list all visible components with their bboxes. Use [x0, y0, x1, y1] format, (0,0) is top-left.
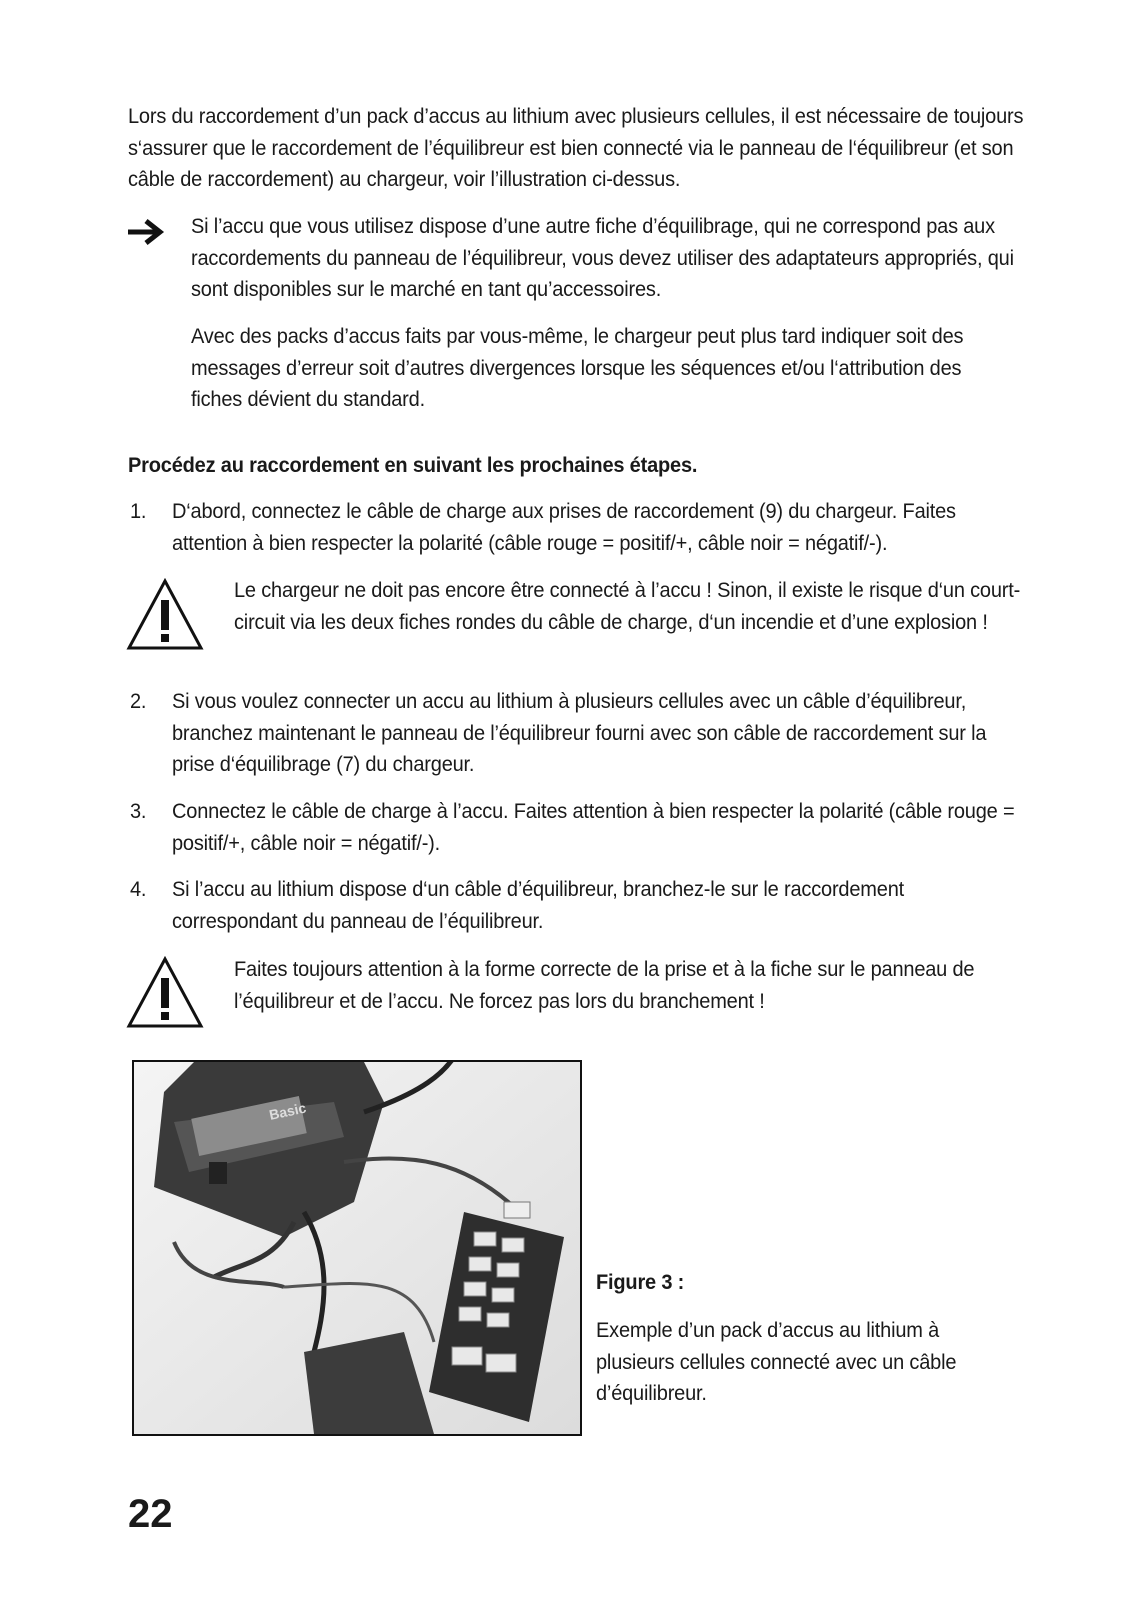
section-heading: Procédez au raccordement en suivant les prochaines étapes.: [128, 453, 698, 477]
intro-paragraph: Lors du raccordement d’un pack d’accus au lithium avec plusieurs cellules, il est nécessaire de toujours s‘assurer que le raccordement de l’équilibreur est bien connecté via le panneau de l‘équilibreur (et son câble de raccordement) au chargeur, voir l’illustration ci-dessus.: [128, 104, 1024, 191]
arrow-right-icon: [126, 217, 166, 252]
step-number-3: 3.: [130, 799, 147, 823]
warning-text-2: Faites toujours attention à la forme correcte de la prise et à la fiche sur le panneau de l’équilibreur et de l’accu. Ne forcez pas lors du branchement !: [234, 957, 975, 1013]
warning-triangle-icon: [126, 956, 204, 1035]
step-text-1: D‘abord, connectez le câble de charge aux prises de raccordement (9) du chargeur. Faites attention à bien respecter la polarité (câble rouge = positif/+, câble noir = négatif/-).: [172, 499, 956, 555]
warning-triangle-icon: [126, 578, 204, 657]
figure-label: Figure 3 :: [596, 1270, 685, 1294]
note-paragraph-2: Avec des packs d’accus faits par vous-même, le chargeur peut plus tard indiquer soit des messages d’erreur soit d’autres divergences lorsque les séquences et/ou l‘attribution des fiches dévient du standard.: [191, 324, 964, 411]
step-number-2: 2.: [130, 689, 147, 713]
figure-caption: Exemple d’un pack d’accus au lithium à plusieurs cellules connecté avec un câble d’équilibreur.: [596, 1318, 957, 1405]
step-number-4: 4.: [130, 877, 147, 901]
warning-text-1: Le chargeur ne doit pas encore être connecté à l’accu ! Sinon, il existe le risque d‘un court-circuit via les deux fiches rondes du câble de charge, d‘un incendie et d’une explosion !: [234, 578, 1021, 634]
figure-photo: [132, 1060, 582, 1436]
step-text-4: Si l’accu au lithium dispose d‘un câble d’équilibreur, branchez-le sur le raccordement correspondant du panneau de l’équilibreur.: [172, 877, 904, 933]
step-number-1: 1.: [130, 499, 147, 523]
step-text-2: Si vous voulez connecter un accu au lithium à plusieurs cellules avec un câble d’équilibreur, branchez maintenant le panneau de l’équilibreur fourni avec son câble de raccordement sur la prise d‘équilibrage (7) du chargeur.: [172, 689, 987, 776]
note-paragraph-1: Si l’accu que vous utilisez dispose d’une autre fiche d’équilibrage, qui ne correspond pas aux raccordements du panneau de l’équilibreur, vous devez utiliser des adaptateurs appropriés, qui sont disponibles sur le marché en tant qu’accessoires.: [191, 214, 1014, 301]
page-number: 22: [128, 1492, 173, 1536]
charger-brand-label: Basic: [267, 1099, 308, 1123]
step-text-3: Connectez le câble de charge à l’accu. Faites attention à bien respecter la polarité (câble rouge = positif/+, câble noir = négatif/-).: [172, 799, 1015, 855]
